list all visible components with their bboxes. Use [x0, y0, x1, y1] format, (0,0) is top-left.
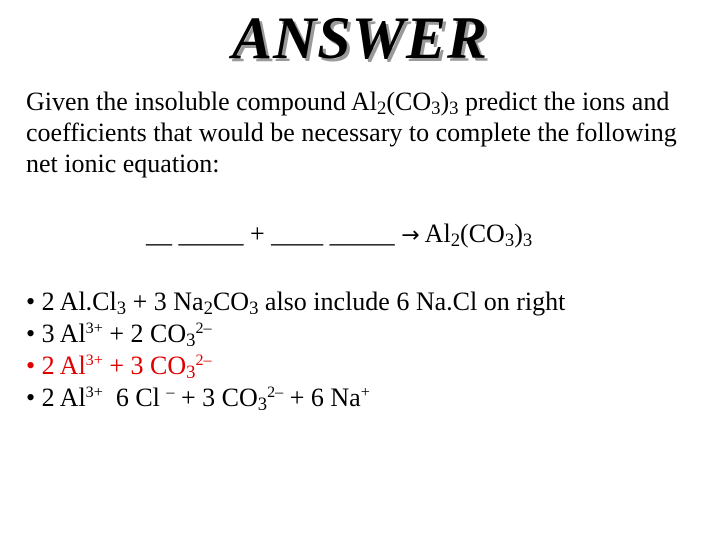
question-text-part: predict the ions and coefficients that would be necessary to complete the following net ionic equation: [26, 87, 677, 178]
superscript: + [360, 384, 370, 402]
subscript: 3 [449, 98, 459, 120]
subscript: 3 [249, 298, 259, 320]
answer-text: 6 Cl [102, 383, 167, 412]
superscript: 2– [195, 352, 212, 370]
subscript: 3 [116, 298, 127, 320]
equation-product-part: (CO [460, 219, 505, 248]
subscript: 2 [203, 298, 213, 320]
question-text-part: Given the insoluble compound Al [26, 87, 377, 116]
answer-option-1 [26, 286, 565, 318]
page-title: ANSWER [231, 5, 489, 71]
answer-text: • 3 Al [26, 319, 86, 348]
answer-text: CO [212, 287, 250, 316]
answer-text: • 2 Al [26, 351, 86, 380]
net-ionic-equation [146, 218, 532, 252]
superscript: 3+ [85, 384, 103, 402]
subscript: 3 [522, 230, 533, 252]
answer-text: + 3 CO [174, 383, 258, 412]
answer-text: also include 6 Na.Cl on right [258, 287, 566, 316]
answer-text: + 2 CO [102, 319, 187, 348]
answer-list [26, 286, 565, 414]
question-text [26, 86, 706, 179]
answer-option-4 [26, 382, 565, 414]
reaction-arrow-icon: → [401, 223, 420, 248]
equation-product-part: ) [514, 219, 523, 248]
answer-text: • 2 Al [26, 383, 86, 412]
subscript: 2 [450, 230, 461, 252]
superscript: 2– [195, 320, 212, 338]
superscript: 2– [267, 384, 284, 402]
subscript: 3 [431, 98, 441, 120]
question-text-part: (CO [386, 87, 432, 116]
subscript: 2 [376, 98, 387, 120]
answer-text: • 2 Al.Cl [26, 287, 117, 316]
question-text-part: ) [440, 87, 450, 116]
superscript: 3+ [85, 320, 103, 338]
subscript: 3 [504, 230, 515, 252]
equation-product-part: Al [419, 219, 451, 248]
subscript: 3 [186, 330, 196, 352]
answer-option-2 [26, 318, 565, 350]
answer-text: + 3 CO [102, 351, 187, 380]
subscript: 3 [257, 394, 268, 416]
equation-blanks: __ _____ + ____ _____ [146, 219, 402, 248]
answer-option-3-correct [26, 350, 565, 382]
subscript: 3 [186, 362, 196, 384]
superscript: 3+ [85, 352, 103, 370]
answer-text: + 3 Na [126, 287, 204, 316]
superscript: – [166, 384, 175, 402]
answer-text: + 6 Na [283, 383, 361, 412]
